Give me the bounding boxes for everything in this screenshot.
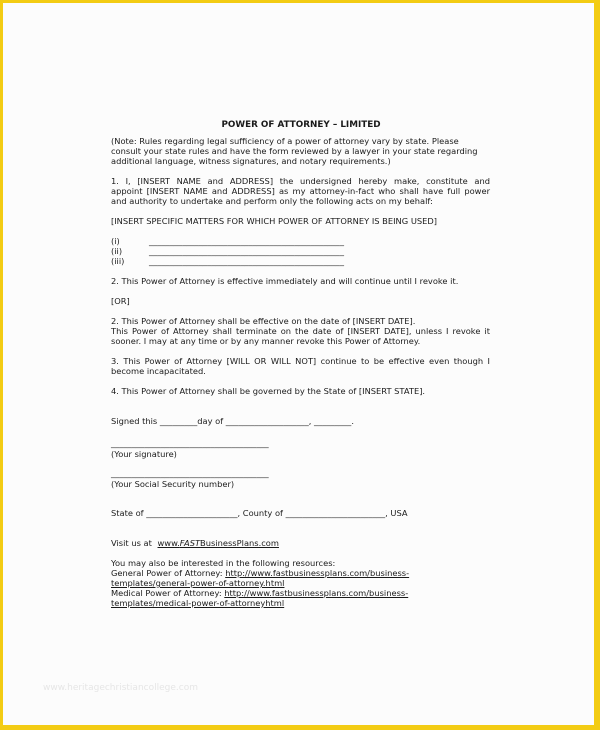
para4: 4. This Power of Attorney shall be governed by the State of [INSERT STATE]. bbox=[111, 386, 426, 396]
general-poa-label: General Power of Attorney: bbox=[111, 568, 223, 578]
para2: 2. This Power of Attorney is effective immediately and will continue until I revoke it. bbox=[111, 276, 459, 286]
medical-poa-link-2[interactable]: templates/medical-power-of-attorneyhtml bbox=[111, 598, 285, 608]
para2b-line-1: 2. This Power of Attorney shall be effective on the date of [INSERT DATE]. bbox=[111, 316, 416, 326]
para1-line-1: 1. I, [INSERT NAME and ADDRESS] the undersigned hereby make, constitute and bbox=[111, 176, 490, 186]
general-poa-link-1[interactable]: http://www.fastbusinessplans.com/business- bbox=[225, 568, 410, 578]
item-ii-line: _______________________________________________ bbox=[149, 246, 344, 256]
para2b-line-3: sooner. I may at any time or by any manner revoke this Power of Attorney. bbox=[111, 336, 421, 346]
link-part-domain: BusinessPlans.com bbox=[200, 538, 279, 548]
signed-line: Signed this _________day of ____________________, _________. bbox=[111, 416, 354, 426]
medical-poa-line bbox=[111, 588, 408, 598]
visit-line bbox=[111, 538, 279, 548]
general-poa-line bbox=[111, 568, 409, 578]
watermark: www.heritagechristiancollege.com bbox=[43, 683, 198, 693]
note-line-2: consult your state rules and have the form reviewed by a lawyer in your state regarding bbox=[111, 146, 478, 156]
item-i-number: (i) bbox=[111, 236, 120, 246]
document-page bbox=[3, 3, 594, 725]
specific-matters: [INSERT SPECIFIC MATTERS FOR WHICH POWER OF ATTORNEY IS BEING USED] bbox=[111, 216, 438, 226]
fastbusinessplans-link[interactable] bbox=[158, 538, 279, 548]
para1-line-3: and authority to undertake and perform only the following acts on my behalf: bbox=[111, 196, 433, 206]
link-part-www: www. bbox=[157, 538, 180, 548]
item-i-line: _______________________________________________ bbox=[149, 236, 344, 246]
document-title: POWER OF ATTORNEY – LIMITED bbox=[221, 120, 381, 130]
general-poa-link-2[interactable]: templates/general-power-of-attorney.html bbox=[111, 578, 285, 588]
note-line-1: (Note: Rules regarding legal sufficiency of a power of attorney vary by state. Please bbox=[111, 136, 459, 146]
para2b-line-2: This Power of Attorney shall terminate on the date of [INSERT DATE], unless I revoke it bbox=[111, 326, 490, 336]
visit-prefix: Visit us at bbox=[111, 538, 152, 548]
item-iii-line: _______________________________________________ bbox=[149, 256, 344, 266]
medical-poa-link-1[interactable]: http://www.fastbusinessplans.com/business- bbox=[224, 588, 409, 598]
ssn-line: ______________________________________ bbox=[111, 468, 269, 478]
para3-line-2: become incapacitated. bbox=[111, 366, 206, 376]
or-marker: [OR] bbox=[111, 296, 130, 306]
signature-label: (Your signature) bbox=[111, 449, 177, 459]
ssn-label: (Your Social Security number) bbox=[111, 479, 235, 489]
signature-line: ______________________________________ bbox=[111, 438, 269, 448]
item-iii-number: (iii) bbox=[111, 256, 125, 266]
note-line-3: additional language, witness signatures, and notary requirements.) bbox=[111, 156, 391, 166]
resources-intro: You may also be interested in the following resources: bbox=[111, 558, 336, 568]
item-ii-number: (ii) bbox=[111, 246, 123, 256]
state-county-line: State of ______________________, County of ________________________, USA bbox=[111, 508, 408, 518]
para3-line-1: 3. This Power of Attorney [WILL OR WILL NOT] continue to be effective even though I bbox=[111, 356, 490, 366]
para1-line-2: appoint [INSERT NAME and ADDRESS] as my attorney-in-fact who shall have full power bbox=[111, 186, 490, 196]
medical-poa-label: Medical Power of Attorney: bbox=[111, 588, 222, 598]
link-part-fast: FAST bbox=[179, 538, 201, 548]
